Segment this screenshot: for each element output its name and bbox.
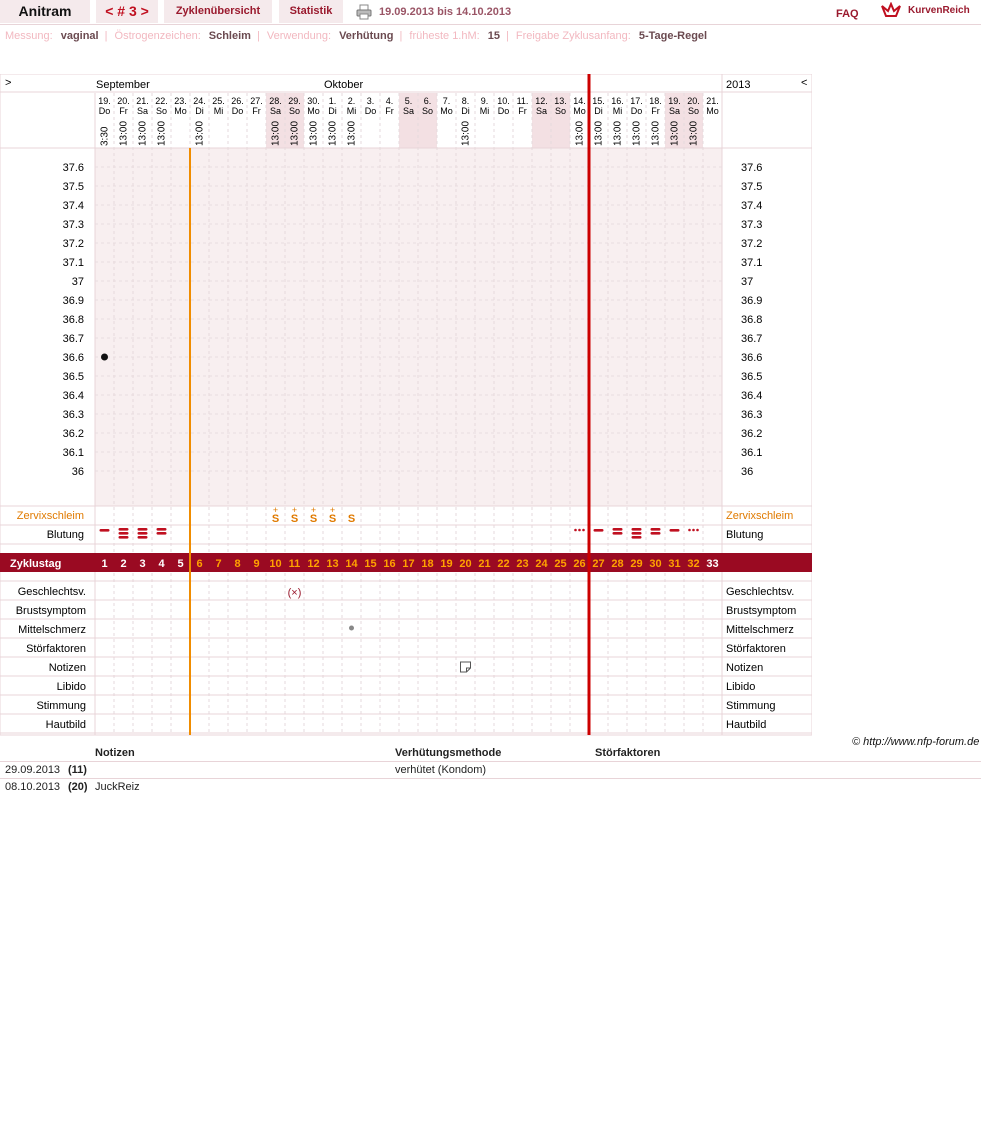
- day-date: 10.: [497, 96, 510, 106]
- row-method: verhütet (Kondom): [395, 764, 487, 776]
- measure-time: 13:00: [308, 120, 320, 146]
- day-weekday: Mo: [440, 106, 453, 116]
- temp-tick-left: 37.4: [62, 200, 84, 212]
- bleeding-mark: [157, 532, 167, 535]
- temp-tick-right: 36.3: [741, 409, 763, 421]
- month-label: Oktober: [324, 79, 364, 91]
- temp-tick-right: 37.2: [741, 238, 763, 250]
- method-col-header: Verhütungsmethode: [395, 747, 502, 759]
- symptom-label-left: Mittelschmerz: [18, 624, 86, 636]
- cervix-symbol: S: [328, 513, 337, 525]
- day-weekday: Di: [328, 106, 337, 116]
- crown-icon: [880, 2, 902, 20]
- bleeding-mark: [613, 532, 623, 535]
- cycle-day-number: 2: [120, 558, 127, 570]
- day-weekday: Sa: [402, 106, 415, 116]
- day-date: 1.: [328, 96, 337, 106]
- intercourse-icon: (×): [287, 587, 302, 599]
- day-weekday: Mo: [174, 106, 187, 116]
- symptom-label-left: Hautbild: [45, 719, 86, 731]
- bleeding-mark: [632, 532, 642, 535]
- cycle-day-number: 26: [573, 558, 586, 570]
- measure-time: 13:00: [460, 120, 472, 146]
- cycle-day-number: 24: [535, 558, 548, 570]
- temp-tick-left: 36.3: [62, 409, 84, 421]
- logo-text: KurvenReich: [908, 5, 970, 16]
- temp-tick-left: 37.6: [62, 162, 84, 174]
- day-date: 19.: [98, 96, 111, 106]
- day-date: 12.: [535, 96, 548, 106]
- temp-tick-right: 36.1: [741, 447, 763, 459]
- day-date: 13.: [554, 96, 567, 106]
- cycle-day-number: 31: [668, 558, 681, 570]
- bleeding-mark: [119, 536, 129, 539]
- bleeding-label-left: Blutung: [46, 529, 84, 541]
- temp-tick-right: 36.4: [741, 390, 763, 402]
- measure-time: 13:00: [669, 120, 681, 146]
- temp-tick-left: 36.5: [62, 371, 84, 383]
- day-weekday: Di: [461, 106, 470, 116]
- temp-tick-left: 36: [71, 466, 84, 478]
- cycle-chart: [0, 74, 812, 736]
- day-date: 20.: [117, 96, 130, 106]
- day-date: 25.: [212, 96, 225, 106]
- cycle-day-number: 7: [215, 558, 222, 570]
- cycle-day-number: 15: [364, 558, 377, 570]
- day-date: 23.: [174, 96, 187, 106]
- cycle-day-number: 19: [440, 558, 453, 570]
- symptom-label-left: Brustsymptom: [15, 605, 86, 617]
- cycle-day-number: 21: [478, 558, 491, 570]
- bleeding-mark: [651, 528, 661, 531]
- bleeding-mark: [138, 536, 148, 539]
- cycle-day-number: 4: [158, 558, 165, 570]
- temp-tick-left: 36.9: [62, 295, 84, 307]
- day-date: 26.: [231, 96, 244, 106]
- day-date: 28.: [269, 96, 282, 106]
- day-weekday: Mi: [213, 106, 224, 116]
- row-cycle-day: (11): [68, 764, 87, 776]
- earliest-label: früheste 1.hM:: [409, 30, 480, 42]
- spotting-dot: [692, 529, 695, 532]
- notes-col-header: Notizen: [95, 747, 135, 759]
- day-date: 4.: [385, 96, 394, 106]
- measure-time: 13:00: [650, 120, 662, 146]
- day-weekday: Mi: [612, 106, 623, 116]
- temp-tick-right: 36.6: [741, 352, 763, 364]
- day-date: 20.: [687, 96, 700, 106]
- cycle-day-number: 13: [326, 558, 339, 570]
- cycle-day-number: 8: [234, 558, 241, 570]
- temp-tick-right: 36.5: [741, 371, 763, 383]
- day-date: 21.: [136, 96, 149, 106]
- temp-tick-left: 37.3: [62, 219, 84, 231]
- user-name: Anitram: [0, 0, 90, 23]
- table-row: [0, 779, 981, 795]
- nav-left-arrow[interactable]: >: [5, 77, 12, 89]
- cycle-day-number: 32: [687, 558, 700, 570]
- factors-col-header: Störfaktoren: [595, 747, 661, 759]
- tab-statistics[interactable]: Statistik: [279, 0, 343, 23]
- symptom-label-left: Störfaktoren: [26, 643, 86, 655]
- symptom-label-left: Stimmung: [36, 700, 86, 712]
- day-weekday: So: [155, 106, 168, 116]
- year-label: 2013: [726, 79, 751, 91]
- day-weekday: Mo: [573, 106, 586, 116]
- month-label: September: [96, 79, 150, 91]
- bleeding-label-right: Blutung: [726, 529, 764, 541]
- day-date: 30.: [307, 96, 320, 106]
- copyright: © http://www.nfp-forum.de: [852, 736, 980, 748]
- bleeding-mark: [651, 532, 661, 535]
- day-weekday: Mo: [706, 106, 719, 116]
- day-weekday: Di: [195, 106, 204, 116]
- temp-tick-left: 36.2: [62, 428, 84, 440]
- temp-tick-right: 36.8: [741, 314, 763, 326]
- cervix-symbol: S: [271, 513, 280, 525]
- cycle-day-label: Zyklustag: [10, 558, 62, 570]
- usage-value: Verhütung: [339, 30, 394, 42]
- cycle-day-number: 3: [139, 558, 146, 570]
- symptom-label-right: Geschlechtsv.: [726, 586, 795, 598]
- spotting-dot: [688, 529, 691, 532]
- day-weekday: Mo: [307, 106, 320, 116]
- temp-tick-right: 36: [741, 466, 754, 478]
- bleeding-mark: [100, 529, 110, 532]
- day-weekday: So: [421, 106, 434, 116]
- cycle-day-number: 17: [402, 558, 415, 570]
- day-weekday: So: [687, 106, 700, 116]
- cycle-day-number: 14: [345, 558, 358, 570]
- nav-right-arrow[interactable]: <: [801, 77, 808, 89]
- day-date: 21.: [706, 96, 719, 106]
- cycle-day-number: 9: [253, 558, 260, 570]
- day-weekday: Sa: [535, 106, 548, 116]
- cycle-day-number: 33: [706, 558, 719, 570]
- temp-tick-left: 37.5: [62, 181, 84, 193]
- day-weekday: So: [288, 106, 301, 116]
- row-cycle-day: (20): [68, 781, 88, 793]
- cycle-day-number: 25: [554, 558, 567, 570]
- date-range: 19.09.2013 bis 14.10.2013: [379, 6, 512, 18]
- bleeding-mark: [670, 529, 680, 532]
- faq-link[interactable]: FAQ: [836, 8, 859, 20]
- cycle-navigation[interactable]: < # 3 >: [96, 0, 158, 23]
- day-weekday: Fr: [385, 106, 394, 116]
- measure-time: 3:30: [99, 126, 111, 146]
- day-date: 29.: [288, 96, 301, 106]
- temp-tick-left: 37.2: [62, 238, 84, 250]
- bleeding-mark: [632, 528, 642, 531]
- day-weekday: Sa: [269, 106, 282, 116]
- cycle-day-number: 1: [101, 558, 108, 570]
- day-weekday: So: [554, 106, 567, 116]
- symptom-label-right: Mittelschmerz: [726, 624, 794, 636]
- release-label: Freigabe Zyklusanfang:: [515, 30, 631, 42]
- cycle-day-number: 6: [196, 558, 203, 570]
- bleeding-mark: [157, 528, 167, 531]
- measure-time: 13:00: [270, 120, 282, 146]
- cycle-day-number: 22: [497, 558, 510, 570]
- cycle-day-number: 27: [592, 558, 605, 570]
- temp-tick-right: 37.6: [741, 162, 763, 174]
- measure-time: 13:00: [118, 120, 130, 146]
- day-date: 22.: [155, 96, 168, 106]
- day-weekday: Sa: [668, 106, 681, 116]
- row-note: JuckReiz: [95, 781, 140, 793]
- day-weekday: Fr: [518, 106, 527, 116]
- day-date: 6.: [423, 96, 432, 106]
- measure-time: 13:00: [156, 120, 168, 146]
- kurvenreich-logo[interactable]: [880, 2, 980, 22]
- day-date: 27.: [250, 96, 263, 106]
- day-weekday: Do: [98, 106, 111, 116]
- bleeding-mark: [613, 528, 623, 531]
- tab-cycle-overview[interactable]: Zyklenübersicht: [164, 0, 272, 23]
- cycle-day-number: 28: [611, 558, 624, 570]
- symptom-label-right: Libido: [726, 681, 756, 693]
- measure-value: vaginal: [60, 30, 99, 42]
- cycle-day-number: 30: [649, 558, 662, 570]
- bleeding-mark: [138, 528, 148, 531]
- cycle-day-number: 12: [307, 558, 320, 570]
- day-date: 17.: [630, 96, 643, 106]
- cycle-day-number: 20: [459, 558, 472, 570]
- day-weekday: Do: [497, 106, 510, 116]
- day-date: 11.: [516, 96, 529, 106]
- cervix-label-left: Zervixschleim: [16, 510, 84, 522]
- symptom-label-right: Notizen: [726, 662, 764, 674]
- cervix-plus: +: [272, 505, 279, 515]
- day-weekday: Fr: [119, 106, 128, 116]
- measure-time: 13:00: [327, 120, 339, 146]
- temp-tick-right: 36.7: [741, 333, 763, 345]
- cervix-plus: +: [310, 505, 317, 515]
- day-weekday: Do: [364, 106, 377, 116]
- symptom-label-right: Stimmung: [726, 700, 776, 712]
- row-date: 29.09.2013: [5, 764, 61, 776]
- day-weekday: Do: [630, 106, 643, 116]
- estrogen-value: Schleim: [208, 30, 251, 42]
- measure-time: 13:00: [612, 120, 624, 146]
- spotting-dot: [696, 529, 699, 532]
- measure-time: 13:00: [688, 120, 700, 146]
- cervix-symbol: S: [290, 513, 299, 525]
- bleeding-mark: [138, 532, 148, 535]
- measure-time: 13:00: [631, 120, 643, 146]
- day-weekday: Di: [594, 106, 603, 116]
- day-date: 7.: [442, 96, 451, 106]
- temp-tick-right: 37.4: [741, 200, 763, 212]
- temp-tick-left: 36.7: [62, 333, 84, 345]
- measure-time: 13:00: [289, 120, 301, 146]
- temperature-point: [101, 354, 108, 361]
- measure-time: 13:00: [137, 120, 149, 146]
- usage-label: Verwendung:: [266, 30, 332, 42]
- temp-tick-right: 37.1: [741, 257, 763, 269]
- release-value: 5-Tage-Regel: [638, 30, 708, 42]
- temp-tick-left: 36.4: [62, 390, 84, 402]
- mittelschmerz-dot: [349, 626, 354, 631]
- symptom-label-left: Notizen: [48, 662, 86, 674]
- day-weekday: Fr: [651, 106, 660, 116]
- day-date: 5.: [404, 96, 413, 106]
- temp-tick-left: 36.8: [62, 314, 84, 326]
- symptom-label-left: Libido: [56, 681, 86, 693]
- day-date: 15.: [592, 96, 605, 106]
- spotting-dot: [582, 529, 585, 532]
- day-date: 3.: [366, 96, 375, 106]
- cycle-day-number: 11: [288, 558, 301, 570]
- day-date: 24.: [193, 96, 206, 106]
- cervix-label-right: Zervixschleim: [726, 510, 794, 522]
- cervix-plus: +: [291, 505, 298, 515]
- measure-label: Messung:: [5, 30, 53, 42]
- temp-tick-left: 37: [71, 276, 84, 288]
- day-weekday: Mi: [346, 106, 357, 116]
- spotting-dot: [574, 529, 577, 532]
- cervix-symbol: S: [309, 513, 318, 525]
- earliest-value: 15: [487, 30, 500, 42]
- day-date: 9.: [480, 96, 489, 106]
- day-weekday: Fr: [252, 106, 261, 116]
- symptom-label-left: Geschlechtsv.: [17, 586, 86, 598]
- temp-tick-right: 36.9: [741, 295, 763, 307]
- temp-tick-right: 37: [741, 276, 754, 288]
- measure-time: 13:00: [593, 120, 605, 146]
- printer-icon[interactable]: [356, 4, 372, 20]
- cervix-plus: +: [329, 505, 336, 515]
- cycle-info-bar: Messung: vaginal | Östrogenzeichen: Schleim | Verwendung: Verhütung | früheste 1.hM: 15 | Freigabe Zyklusanfang: 5-Tage-Regel: [5, 30, 708, 42]
- day-date: 14.: [573, 96, 586, 106]
- temp-tick-right: 37.5: [741, 181, 763, 193]
- table-row: [0, 762, 981, 779]
- cycle-day-number: 10: [269, 558, 282, 570]
- row-date: 08.10.2013: [5, 781, 61, 793]
- temp-tick-left: 37.1: [62, 257, 84, 269]
- day-date: 8.: [461, 96, 470, 106]
- cycle-day-number: 16: [383, 558, 396, 570]
- measure-time: 13:00: [346, 120, 358, 146]
- cycle-day-number: 29: [630, 558, 643, 570]
- cervix-symbol: S: [347, 513, 356, 525]
- temp-tick-left: 36.1: [62, 447, 84, 459]
- temp-tick-right: 37.3: [741, 219, 763, 231]
- cycle-day-number: 18: [421, 558, 434, 570]
- day-date: 16.: [611, 96, 624, 106]
- symptom-label-right: Störfaktoren: [726, 643, 786, 655]
- symptom-label-right: Hautbild: [726, 719, 767, 731]
- day-date: 19.: [668, 96, 681, 106]
- notes-table: [0, 747, 981, 795]
- day-weekday: Mi: [479, 106, 490, 116]
- cycle-day-number: 5: [177, 558, 184, 570]
- spotting-dot: [578, 529, 581, 532]
- estrogen-label: Östrogenzeichen:: [114, 30, 201, 42]
- bleeding-mark: [119, 528, 129, 531]
- symptom-label-right: Brustsymptom: [726, 605, 797, 617]
- temp-tick-right: 36.2: [741, 428, 763, 440]
- cycle-day-number: 23: [516, 558, 529, 570]
- measure-time: 13:00: [574, 120, 586, 146]
- day-weekday: Do: [231, 106, 244, 116]
- bleeding-mark: [119, 532, 129, 535]
- temp-tick-left: 36.6: [62, 352, 84, 364]
- measure-time: 13:00: [194, 120, 206, 146]
- day-date: 18.: [649, 96, 662, 106]
- top-bar: [0, 0, 981, 25]
- notes-header-row: [0, 747, 981, 762]
- day-weekday: Sa: [136, 106, 149, 116]
- bleeding-mark: [594, 529, 604, 532]
- day-date: 2.: [347, 96, 356, 106]
- bleeding-mark: [632, 536, 642, 539]
